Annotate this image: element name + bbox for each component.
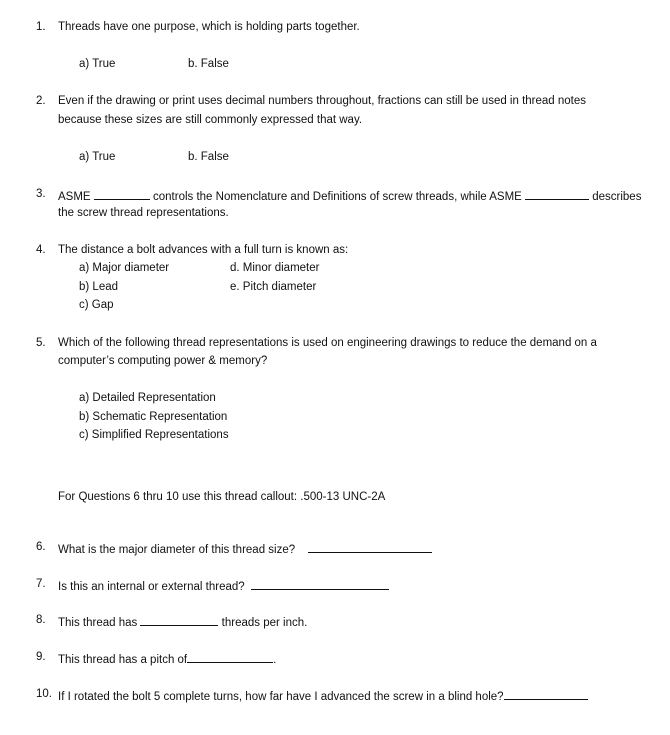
q3-part1: ASME xyxy=(58,191,91,203)
q5-option-b[interactable]: b) Schematic Representation xyxy=(79,411,228,423)
q4-text: The distance a bolt advances with a full turn is known as: xyxy=(58,244,349,256)
q1-option-b[interactable]: b. False xyxy=(188,58,229,70)
q3-part3: describes xyxy=(592,191,642,203)
q4-option-e[interactable]: e. Pitch diameter xyxy=(230,281,317,293)
q10-text: If I rotated the bolt 5 complete turns, how far have I advanced the screw in a blind hole? xyxy=(58,691,504,703)
q4-option-a[interactable]: a) Major diameter xyxy=(79,262,170,274)
q2-text-line2: because these sizes are still commonly expressed that way. xyxy=(58,114,363,126)
q4-option-c[interactable]: c) Gap xyxy=(79,299,114,311)
q7-text: Is this an internal or external thread? xyxy=(58,581,245,593)
q7-number: 7. xyxy=(36,578,46,590)
q2-option-a[interactable]: a) True xyxy=(79,151,116,163)
q5-number: 5. xyxy=(36,337,46,349)
q1-option-a[interactable]: a) True xyxy=(79,58,116,70)
q4-number: 4. xyxy=(36,244,46,256)
q8-answer-blank[interactable] xyxy=(140,614,218,626)
q8-part2: threads per inch. xyxy=(221,617,308,629)
q10-number: 10. xyxy=(36,688,52,700)
q2-text-line1: Even if the drawing or print uses decimal numbers throughout, fractions can still be used in thread notes xyxy=(58,95,587,107)
q4-option-d[interactable]: d. Minor diameter xyxy=(230,262,320,274)
q6-text: What is the major diameter of this thread size? xyxy=(58,544,296,556)
q5-text-line2: computer’s computing power & memory? xyxy=(58,355,268,367)
q5-text-line1: Which of the following thread representations is used on engineering drawings to reduce the demand on a xyxy=(58,337,597,349)
q10-line xyxy=(58,688,588,703)
q8-number: 8. xyxy=(36,614,46,626)
q8-line xyxy=(58,614,307,629)
q8-part1: This thread has xyxy=(58,617,138,629)
q6-answer-blank[interactable] xyxy=(308,541,432,553)
q9-part2: . xyxy=(273,654,277,666)
q6-number: 6. xyxy=(36,541,46,553)
thread-callout-instruction: For Questions 6 thru 10 use this thread callout: .500-13 UNC-2A xyxy=(58,491,386,503)
q3-blank-2[interactable] xyxy=(525,188,589,200)
q9-line xyxy=(58,651,276,666)
q3-line2: the screw thread representations. xyxy=(58,207,229,219)
q9-number: 9. xyxy=(36,651,46,663)
q6-line xyxy=(58,541,432,556)
q1-text: Threads have one purpose, which is holding parts together. xyxy=(58,21,360,33)
q10-answer-blank[interactable] xyxy=(504,688,588,700)
q3-blank-1[interactable] xyxy=(94,188,150,200)
q3-part2: controls the Nomenclature and Definitions of screw threads, while ASME xyxy=(153,191,522,203)
q2-number: 2. xyxy=(36,95,46,107)
q9-answer-blank[interactable] xyxy=(187,651,273,663)
q7-line xyxy=(58,578,389,593)
q9-part1: This thread has a pitch of xyxy=(58,654,188,666)
q5-option-c[interactable]: c) Simplified Representations xyxy=(79,429,229,441)
q7-answer-blank[interactable] xyxy=(251,578,389,590)
q2-option-b[interactable]: b. False xyxy=(188,151,229,163)
q1-number: 1. xyxy=(36,21,46,33)
q3-line1 xyxy=(58,188,641,203)
q3-number: 3. xyxy=(36,188,46,200)
q4-option-b[interactable]: b) Lead xyxy=(79,281,119,293)
q5-option-a[interactable]: a) Detailed Representation xyxy=(79,392,216,404)
